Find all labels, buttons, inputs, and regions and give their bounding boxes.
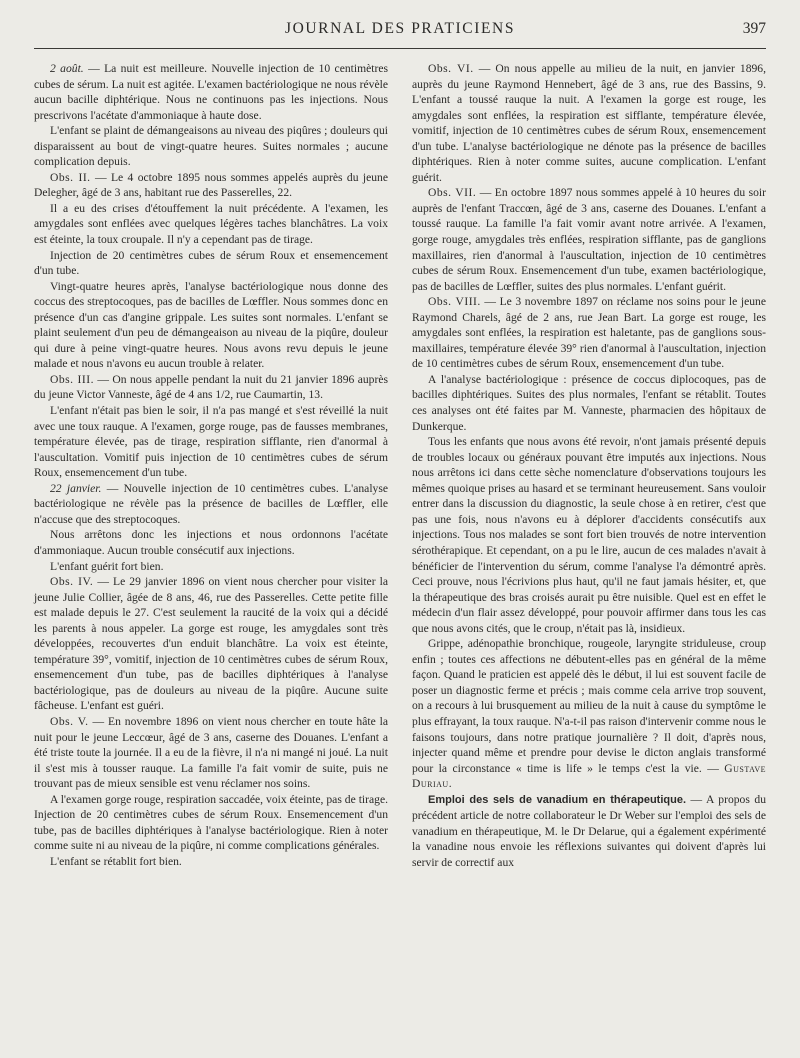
paragraph — [34, 527, 388, 558]
paragraph-lead: Obs. VIII. — [428, 295, 481, 309]
paragraph-text: A l'examen gorge rouge, respiration saccadée, voix éteinte, pas de tirage. Injection de 20 centimètres cubes de sérum Roux. Ensemencement d'un tube, pas de bacilles diphtériques à l'analyse bactériologique. Rien à noter comme suite ni au niveau de la piqûre, ni comme complications générales. — [34, 792, 388, 853]
paragraph — [34, 714, 388, 792]
paragraph — [412, 185, 766, 294]
paragraph — [34, 481, 388, 528]
paragraph-lead: Obs. IV. — [50, 575, 94, 589]
paragraph-text: — Le 29 janvier 1896 on vient nous chercher pour visiter la jeune Julie Collier, âgée de 8 ans, 46, rue des Passerelles. Cette petite fille est malade depuis le 27. C'est seulement la raucité de la voix qui a décidé les parents à nous appeler. La gorge est rouge, les amygdales sont très développées, recouvertes d'un enduit blanchâtre. La voix est éteinte, température 39°, vomitif, injection de 10 centimètres cubes de sérum Roux, ensemencement d'un tube, pas de bacilles diphtériques à l'analyse bactériologique, pas de douleurs au niveau de la piqûre. Aucune suite fâcheuse. L'enfant est guéri. — [34, 575, 388, 713]
paragraph-text: — La nuit est meilleure. Nouvelle injection de 10 centimètres cubes de sérum. La nuit est agitée. L'examen bactériologique ne nous révèle aucun bacille diphtérique. Nous ne continuons pas les injections. Nous prescrivons l'acétate d'ammoniaque à haute dose. — [34, 62, 388, 122]
paragraph — [34, 574, 388, 714]
paragraph-text: — On nous appelle pendant la nuit du 21 janvier 1896 auprès du jeune Victor Vanneste, âgé de 4 ans 1/2, rue Caumartin, 13. — [34, 372, 388, 402]
header-rule — [34, 48, 766, 49]
paragraph-text: — On nous appelle au milieu de la nuit, en janvier 1896, auprès du jeune Raymond Hennebert, âgé de 3 ans, rue des Bassins, 9. L'enfant a toussé rauque la nuit. A l'examen la gorge est rouge, les amygdales sont enflées, la respiration est sifflante, température élevée, vomitif, injection de 10 centimètres cubes de sérum Roux, ensemencement d'un tube. L'analyse bactériologique ne dénote pas la présence de bacilles diphtériques. Rien à noter comme suites, aucune complication. L'enfant guérit. — [412, 62, 766, 184]
text-columns — [34, 61, 766, 870]
journal-title: JOURNAL DES PRATICIENS — [284, 20, 516, 37]
paragraph-lead: Obs. II. — [50, 170, 91, 184]
paragraph-text: — En octobre 1897 nous sommes appelé à 10 heures du soir auprès de l'enfant Traccœn, âgé de 3 ans, caserne des Douanes. L'enfant a toussé rauque. La famille l'a fait vomir avant notre arrivée. A l'examen, gorge rouge, amygdales très enflées, respiration sifflante, pas de ganglions maxillaires, rien d'anormal à l'auscultation, injection de 10 centimètres cubes de sérum Roux. Ensemencement d'un tube, examen bactériologique, pas de bacilles de Lœffler, suites des plus normales. L'enfant guérit. — [412, 186, 766, 293]
paragraph — [34, 201, 388, 248]
paragraph-lead: Obs. VI. — [428, 62, 474, 75]
paragraph-text: — A propos du précédent article de notre collaborateur le Dr Weber sur l'emploi des sels de vanadium en thérapeutique, M. le Dr Delarue, qui a également expérimenté la vanadine nous envoie les réflexions suivantes qui doivent d'après lui servir de correctif aux — [412, 792, 766, 869]
paragraph-text: — Le 3 novembre 1897 on réclame nos soins pour le jeune Raymond Charels, âgé de 2 ans, rue Jean Bart. La gorge est rouge, les amygdales sont enflées, la respiration est haletante, pas de ganglions sous-maxillaires, température élevée 39° rien d'anormal à l'auscultation, injection de 10 centimètres cubes de sérum Roux, ensemencement d'un tube. — [412, 295, 766, 371]
paragraph-lead: 2 août. — [50, 62, 84, 75]
paragraph-lead: Obs. III. — [50, 372, 94, 386]
paragraph-text: Nous arrêtons donc les injections et nous ordonnons l'acétate d'ammoniaque. Aucun trouble consécutif aux injections. — [34, 528, 388, 557]
paragraph — [34, 170, 388, 201]
right-column — [412, 61, 766, 870]
paragraph-lead: Obs. V. — [50, 714, 89, 728]
paragraph: Grippe, adénopathie bronchique, rougeole, laryngite striduleuse, croup enfin ; toutes ces affections ne débutent-elles pas en général de la même façon. Quand le praticien est appelé dès le début, il lui est souvent facile de poser un diagnostic ferme et précis ; mais comme cela arrive trop souvent, on a recours à lui brusquement au milieu de la nuit à cause du symptôme le plus effrayant, la toux rauque. N'a-t-il pas raison d'intervenir comme nous le faisons toujours, dans notre pratique journalière ? Il doit, d'après nous, injecter quand même et prendre pour devise le dicton anglais transformé pour la circonstance « time is life » le temps c'est la vie. — Gustave Duriau. — [412, 637, 766, 791]
left-column — [34, 61, 388, 870]
paragraph-text: L'enfant se rétablit fort bien. — [50, 854, 182, 868]
paragraph-text: L'enfant se plaint de démangeaisons au niveau des piqûres ; douleurs qui disparaissent au bout de vingt-quatre heures. Suites normales ; aucune complication depuis. — [34, 124, 388, 169]
paragraph — [34, 372, 388, 403]
paragraph — [34, 248, 388, 279]
paragraph-text: L'enfant guérit fort bien. — [50, 559, 164, 573]
paragraph-text: Grippe, adénopathie bronchique, rougeole, laryngite striduleuse, croup enfin ; toutes ces affections ne débutent-elles pas en général de la même façon. Quand le praticien est appelé dès le début, il lui est souvent facile de poser un diagnostic ferme et précis ; mais comme cela arrive trop souvent, on a recours à lui brusquement au milieu de la nuit à cause du symptôme le plus effrayant, la toux rauque. N'a-t-il pas raison d'intervenir comme nous le faisons toujours, dans notre pratique journalière ? Il doit, d'après nous, injecter quand même et prendre pour devise le dicton anglais transformé pour la circonstance « time is life » le temps c'est la vie. — [412, 637, 766, 775]
paragraph — [34, 403, 388, 481]
paragraph — [412, 61, 766, 185]
paragraph-text: — Nouvelle injection de 10 centimètres cubes. L'analyse bactériologique ne révèle pas la présence de bacilles de Lœffler, elle n'accuse que des streptocoques. — [34, 481, 388, 526]
paragraph-text: L'enfant n'était pas bien le soir, il n'a pas mangé et s'est réveillé la nuit avec une toux rauque. A l'examen, gorge rouge, pas de fausses membranes, température élevée, pas de tirage, respiration sifflante, rien d'anormal à l'auscultation. Vomitif puis injection de 10 centimètres cubes de sérum Roux, ensemencement d'un tube. — [34, 404, 388, 480]
paragraph — [412, 294, 766, 372]
paragraph-text: Tous les enfants que nous avons été revoir, n'ont jamais présenté depuis de troubles locaux ou généraux pouvant être imputés aux injections. Nous nous arrêtons ici dans cette sèche nomenclature d'observations toujours les mêmes quoique prises au hasard et se terminant heureusement. Sans vouloir entrer dans la discussion du diagnostic, la seule chose à en retirer, c'est que pas une fois, nous n'avons eu à déplorer d'accidents consécutifs aux injections. Tous nos malades se sont fort bien trouvés de notre intervention sérothérapique. Et cependant, on a pu le lire, aucun de ces malades n'avait à bénéficier de l'intervention du sérum, comme l'analyse l'a démontré après. Ceci prouve, nous l'écrivions plus haut, qu'il ne faut jamais hésiter, et, que la thérapeutique des bras croisés aurait pu être nuisible. Quel est en effet le médecin d'un flair assez développé, pour pouvoir affirmer dans tous les cas que nous avons cités, que le croup, n'était pas là, insidieux. — [412, 435, 766, 635]
paragraph-text: — Le 4 octobre 1895 nous sommes appelés auprès du jeune Delegher, âgé de 3 ans, habitant rue des Passerelles, 22. — [34, 170, 388, 200]
running-header — [34, 20, 766, 48]
page-number: 397 — [742, 20, 766, 37]
paragraph — [34, 792, 388, 854]
paragraph-text: A l'analyse bactériologique : présence de coccus diplocoques, pas de bacilles diphtériques. Suites des plus normales, l'enfant se rétablit. Toutes ces analyses ont été faites par M. Vanneste, pharmacien des hôpitaux de Dunkerque. — [412, 372, 766, 433]
paragraph-text: Il a eu des crises d'étouffement la nuit précédente. A l'examen, les amygdales sont enflées avec quelques légères taches blanchâtres. La voix est éteinte, la toux croupale. Il n'y a cependant pas de tirage. — [34, 201, 388, 247]
paragraph-lead: Obs. VII. — [428, 186, 477, 200]
paragraph — [34, 559, 388, 575]
paragraph-text: Injection de 20 centimètres cubes de sérum Roux et ensemencement d'un tube. — [34, 248, 388, 278]
paragraph-lead: Emploi des sels de vanadium en thérapeutique. — [428, 793, 687, 806]
author-signature: Gustave Duriau. — [412, 761, 766, 791]
paragraph — [412, 434, 766, 636]
paragraph-text: — En novembre 1896 on vient nous chercher en toute hâte la nuit pour le jeune Leccœur, âgé de 3 ans, caserne des Douanes. L'enfant a été triste toute la journée. Il a eu de la fièvre, il n'a ni mangé ni joué. La nuit il s'est mis à tousser rauque. La famille l'a fait vomir de suite, puis ne trouvant pas de mieux sensible est venu réclamer nos soins. — [34, 714, 389, 791]
paragraph — [34, 854, 388, 870]
paragraph — [34, 279, 388, 372]
paragraph-text: Vingt-quatre heures après, l'analyse bactériologique nous donne des coccus des streptocoques, pas de bacilles de Lœffler. Nous sommes donc en présence d'un cas d'angine grippale. Les suites sont normales. L'enfant se plaint seulement d'un peu de démangeaison au niveau de la piqûre, douleur qui dure à peine vingt-quatre heures. Nous avons revu depuis le jeune malade et nous n'avons eu aucun trouble à relater. — [34, 279, 388, 371]
paragraph — [34, 123, 388, 170]
paragraph — [34, 61, 388, 123]
paragraph — [412, 792, 766, 871]
paragraph — [412, 372, 766, 434]
paragraph-lead: 22 janvier. — [50, 481, 102, 495]
